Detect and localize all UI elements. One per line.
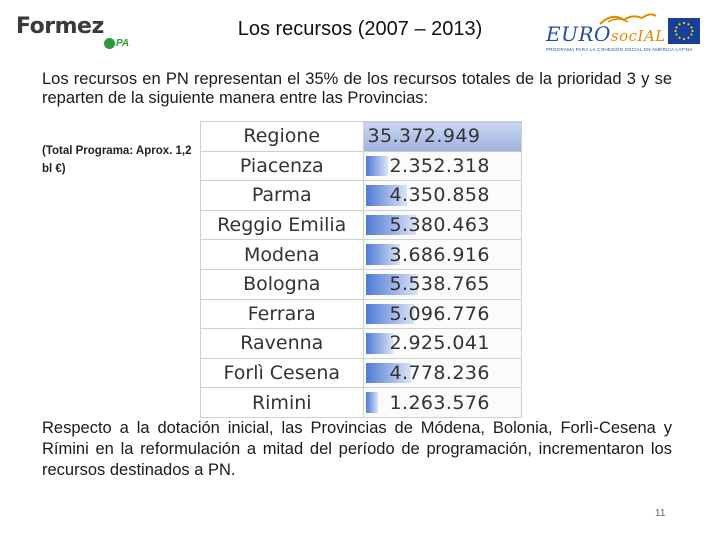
province-value-cell [363, 299, 521, 329]
province-value: 5.380.463 [389, 214, 490, 237]
table-row [201, 358, 522, 388]
header-value-cell [363, 122, 521, 152]
province-value: 4.350.858 [389, 184, 490, 207]
table-row [201, 388, 522, 418]
table-row [201, 269, 522, 299]
table-row [201, 329, 522, 359]
formez-logo-word: Formez [16, 14, 104, 39]
eurosocial-logo [542, 10, 702, 56]
header-name-cell: Regione [201, 122, 364, 152]
province-value-cell [363, 151, 521, 181]
province-value-cell [363, 181, 521, 211]
intro-paragraph: Los recursos en PN representan el 35% de los recursos totales de la prioridad 3 y se reparten de la siguiente manera entre las Provincias: [42, 70, 672, 107]
province-name: Ferrara [201, 299, 364, 329]
eurosocial-tagline: PROGRAMA PARA LA COHESIÓN SOCIAL EN AMÉRICA LATINA [546, 47, 693, 52]
table-row [201, 181, 522, 211]
page-number: 11 [655, 508, 666, 519]
table-row [201, 240, 522, 270]
province-value: 2.352.318 [389, 154, 490, 177]
formez-logo-dot [104, 38, 115, 49]
table-row [201, 210, 522, 240]
table-row [201, 299, 522, 329]
province-name: Modena [201, 240, 364, 270]
eurosocial-logo-sub: socIAL [610, 27, 666, 45]
province-value: 3.686.916 [389, 243, 490, 266]
formez-logo [16, 14, 130, 54]
header-value: 35.372.949 [367, 125, 481, 148]
province-name: Ravenna [201, 329, 364, 359]
province-value-cell [363, 329, 521, 359]
province-value: 2.925.041 [389, 332, 490, 355]
province-value-cell [363, 388, 521, 418]
province-name: Piacenza [201, 151, 364, 181]
province-value: 5.096.776 [389, 302, 490, 325]
province-value-cell [363, 358, 521, 388]
province-name: Bologna [201, 269, 364, 299]
table-row [201, 151, 522, 181]
eurosocial-logo-main: EURO [546, 22, 611, 46]
province-value: 4.778.236 [389, 362, 490, 385]
slide-title: Los recursos (2007 – 2013) [237, 18, 483, 40]
province-name: Rimini [201, 388, 364, 418]
eurosocial-logo-word [546, 22, 666, 46]
formez-logo-suffix: PA [116, 38, 130, 49]
outro-paragraph: Respecto a la dotación inicial, las Provincias de Módena, Bolonia, Forlì-Cesena y Rímini en la reformulación a mitad del período de programación, incrementaron los recursos destinados a PN. [42, 419, 672, 479]
province-name: Reggio Emilia [201, 210, 364, 240]
province-value-cell [363, 269, 521, 299]
eu-flag-icon [668, 18, 700, 44]
total-note: (Total Programa: Aprox. 1,2 bl €) [42, 145, 192, 175]
province-value-cell [363, 210, 521, 240]
province-value: 5.538.765 [389, 273, 490, 296]
province-name: Parma [201, 181, 364, 211]
resources-table [200, 121, 522, 418]
province-value: 1.263.576 [389, 391, 490, 414]
table-header-row [201, 122, 522, 152]
province-name: Forlì Cesena [201, 358, 364, 388]
province-value-cell [363, 240, 521, 270]
